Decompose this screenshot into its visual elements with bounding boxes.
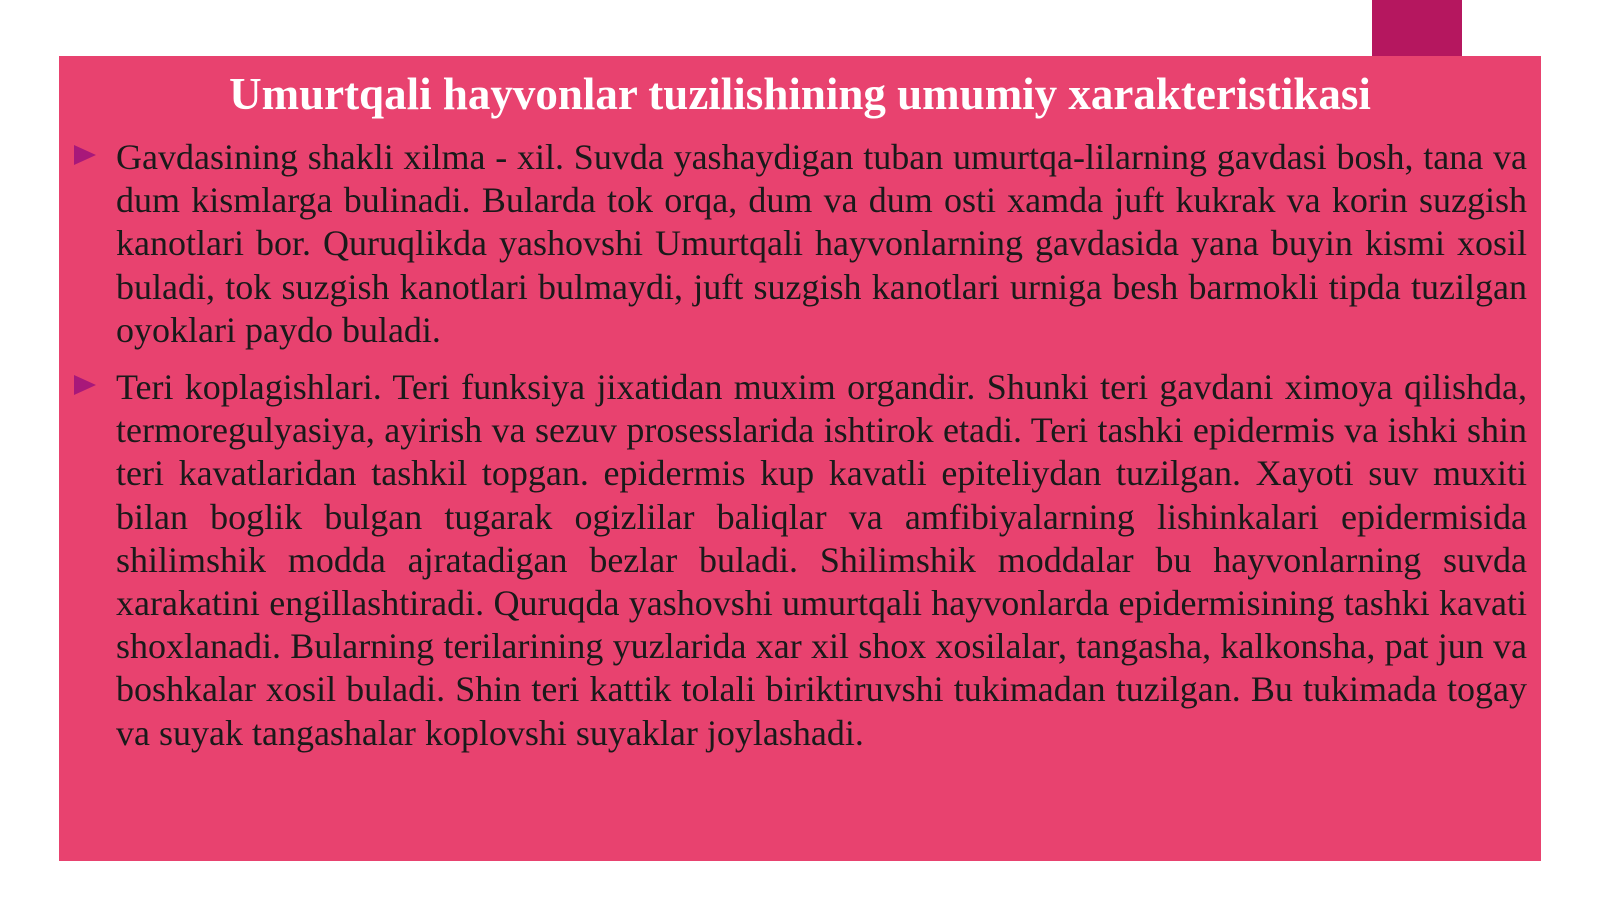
triangle-bullet-icon bbox=[74, 375, 96, 395]
content-panel bbox=[59, 56, 1541, 861]
triangle-bullet-icon bbox=[74, 145, 96, 165]
bullet-item bbox=[59, 136, 1541, 352]
bullet-list bbox=[59, 136, 1541, 755]
bullet-text: Gavdasining shakli xilma - xil. Suvda yashaydigan tuban umurtqa-lilarning gavdasi bosh, tana va dum kismlarga bulinadi. Bularda tok orqa, dum va dum osti xamda juft kukrak va korin suzgish kanotlari bor. Quruqlikda yashovshi Umurtqali hayvonlarning gavdasida yana buyin kismi xosil buladi, tok suzgish kanotlari bulmaydi, juft suzgish kanotlari urniga besh barmokli tipda tuzilgan oyoklari paydo buladi. bbox=[116, 137, 1527, 350]
bullet-item bbox=[59, 366, 1541, 755]
bullet-text: Teri koplagishlari. Teri funksiya jixatidan muxim organdir. Shunki teri gavdani ximoya qilishda, termoregulyasiya, ayirish va sezuv prosesslarida ishtirok etadi. Teri tashki epidermis va ishki shin teri kavatlaridan tashkil topgan. epidermis kup kavatli epiteliydan tuzilgan. Xayoti suv muxiti bilan boglik bulgan tugarak ogizlilar baliqlar va amfibiyalarning lishinkalari epidermisida shilimshik modda ajratadigan bezlar buladi. Shilimshik moddalar bu hayvonlarning suvda xarakatini engillashtiradi. Quruqda yashovshi umurtqali hayvonlarda epidermisining tashki kavati shoxlanadi. Bularning terilarining yuzlarida xar xil shox xosilalar, tangasha, kalkonsha, pat jun va boshkalar xosil buladi. Shin teri kattik tolali biriktiruvshi tukimadan tuzilgan. Bu tukimada togay va suyak tangashalar koplovshi suyaklar joylashadi. bbox=[116, 367, 1527, 753]
accent-tab bbox=[1372, 0, 1462, 56]
slide-title: Umurtqali hayvonlar tuzilishining umumiy xarakteristikasi bbox=[229, 69, 1371, 119]
